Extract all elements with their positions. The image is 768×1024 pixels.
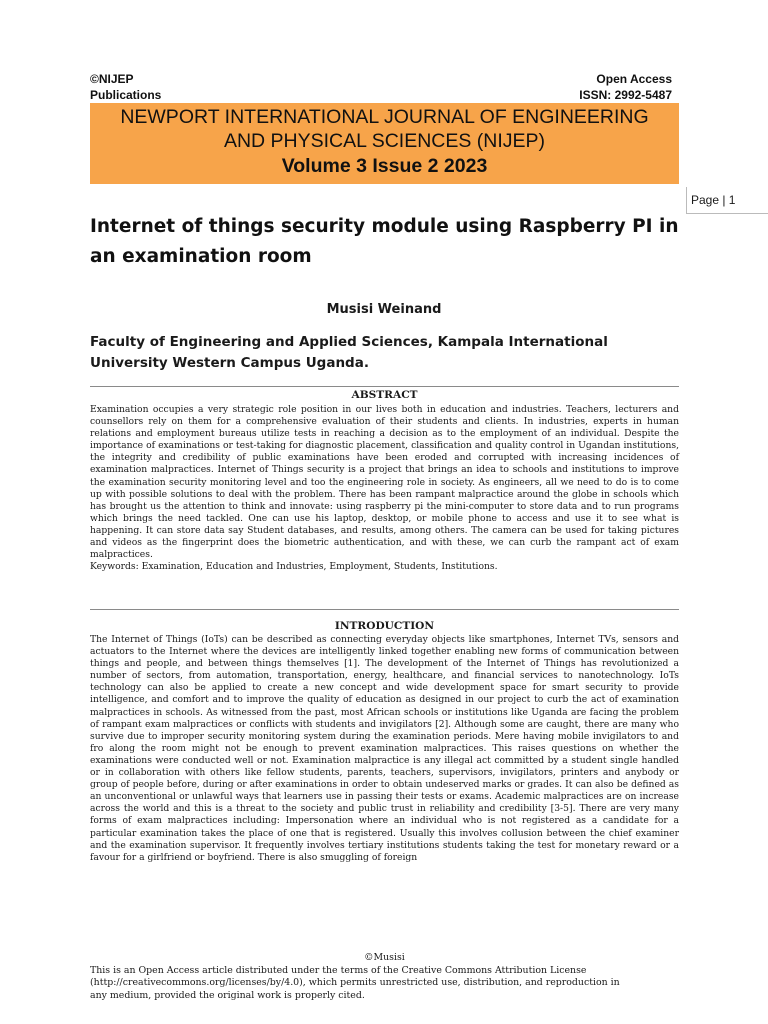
open-access-label: Open Access	[596, 72, 672, 86]
publisher-line1: ©NIJEP	[90, 72, 134, 86]
access-info	[579, 71, 672, 103]
article-title: Internet of things security module using Raspberry PI in an examination room	[90, 216, 679, 267]
journal-name-line1: NEWPORT INTERNATIONAL JOURNAL OF ENGINEERING	[120, 106, 649, 128]
volume-issue: Volume 3 Issue 2 2023	[281, 155, 488, 177]
publisher-line2: Publications	[90, 88, 162, 102]
footer-copyright: ©Musisi	[364, 952, 405, 963]
license-line2: (http://creativecommons.org/licenses/by/4.0), which permits unrestricted use, distribution, and reproduction in	[90, 977, 620, 988]
abstract-body	[90, 404, 679, 573]
issn-label: ISSN: 2992-5487	[579, 88, 672, 102]
author-affiliation: Faculty of Engineering and Applied Sciences, Kampala International University Western Campus Uganda.	[90, 334, 608, 371]
journal-name-line2: AND PHYSICAL SCIENCES (NIJEP)	[223, 130, 546, 152]
abstract-bottom-rule	[90, 609, 679, 610]
page-number: Page | 1	[686, 187, 768, 214]
publisher-label	[90, 71, 161, 103]
page-footer	[90, 952, 679, 1002]
journal-banner	[90, 103, 679, 184]
article-author: Musisi Weinand	[326, 302, 442, 317]
introduction-heading: INTRODUCTION	[334, 620, 435, 632]
license-line1: This is an Open Access article distributed under the terms of the Creative Commons Attribution License	[90, 964, 587, 976]
license-line3: any medium, provided the original work is properly cited.	[90, 989, 365, 1001]
abstract-text: Examination occupies a very strategic role position in our lives both in education and industries. Teachers, lecturers and counsellors rely on them for a comprehensive evaluation of their students and clients. In industries, experts in human relations and employment bureaus utilize tests in reaching a decision as to the employment of an individual. Despite the importance of examinations or test-taking for diagnostic placement, classification and quality control in Ugandan institutions, the integrity and credibility of public examinations have been eroded and corrupted with increasing incidences of examination malpractices. Internet of Things security is a project that brings an idea to schools and institutions to improve the examination security monitoring level and too the engineering role in society. As engineers, all we need to do is to come up with possible solutions to deal with the problem. There has been rampant malpractice around the globe in schools which has brought us the attention to think and innovate: using raspberry pi the mini-computer to store data and to run programs which brings the need tackled. One can use his laptop, desktop, or mobile phone to access and use it to see what is happening. It can store data say Student databases, and results, among others. The camera can be used for taking pictures and videos as the fingerprint does the biometric authentication, and with these, we can curb the rampant act of exam malpractices.	[90, 404, 679, 561]
abstract-top-rule	[90, 386, 679, 387]
introduction-body: The Internet of Things (IoTs) can be described as connecting everyday objects like smartphones, Internet TVs, sensors and actuators to the Internet where the devices are intelligently linked together enabling new forms of communication between things and people, and between things themselves [1]. The development of the Internet of Things has revolutionized a number of sectors, from automation, transportation, energy, healthcare, and financial services to nanotechnology. IoTs technology can also be applied to create a new concept and wide development space for smart security to provide intelligence, and comfort and to improve the quality of education as designed in our project to curb the act of examination malpractices in schools. As witnessed from the past, most African schools or institutions like Uganda are facing the problem of rampant exam malpractices or conflicts with students and invigilators [2]. Although some are caught, there are many who survive due to improper security monitoring system during the examination periods. Mere having mobile invigilators to and fro along the room might not be enough to prevent examination malpractices. This raises questions on whether the examinations were conducted well or not. Examination malpractice is any illegal act committed by a student single handled or in collaboration with others like fellow students, parents, teachers, supervisors, invigilators, printers and anybody or group of people before, during or after examinations in order to obtain undeserved marks or grades. It can also be defined as an unconventional or unlawful ways that learners use in passing their tests or exams. Academic malpractices are on increase across the world and this is a threat to the society and public trust in reliability and credibility [3-5]. There are very many forms of exam malpractices including: Impersonation where an individual who is not registered as a candidate for a particular examination takes the place of one that is registered. Usually this involves collusion between the chief examiner and the examination supervisor. It frequently involves tertiary institutions students taking the test for monetary reward or a favour for a girlfriend or boyfriend. There is also smuggling of foreign	[90, 634, 679, 863]
abstract-keywords: Keywords: Examination, Education and Industries, Employment, Students, Institutions.	[90, 561, 498, 573]
abstract-heading: ABSTRACT	[351, 389, 418, 401]
